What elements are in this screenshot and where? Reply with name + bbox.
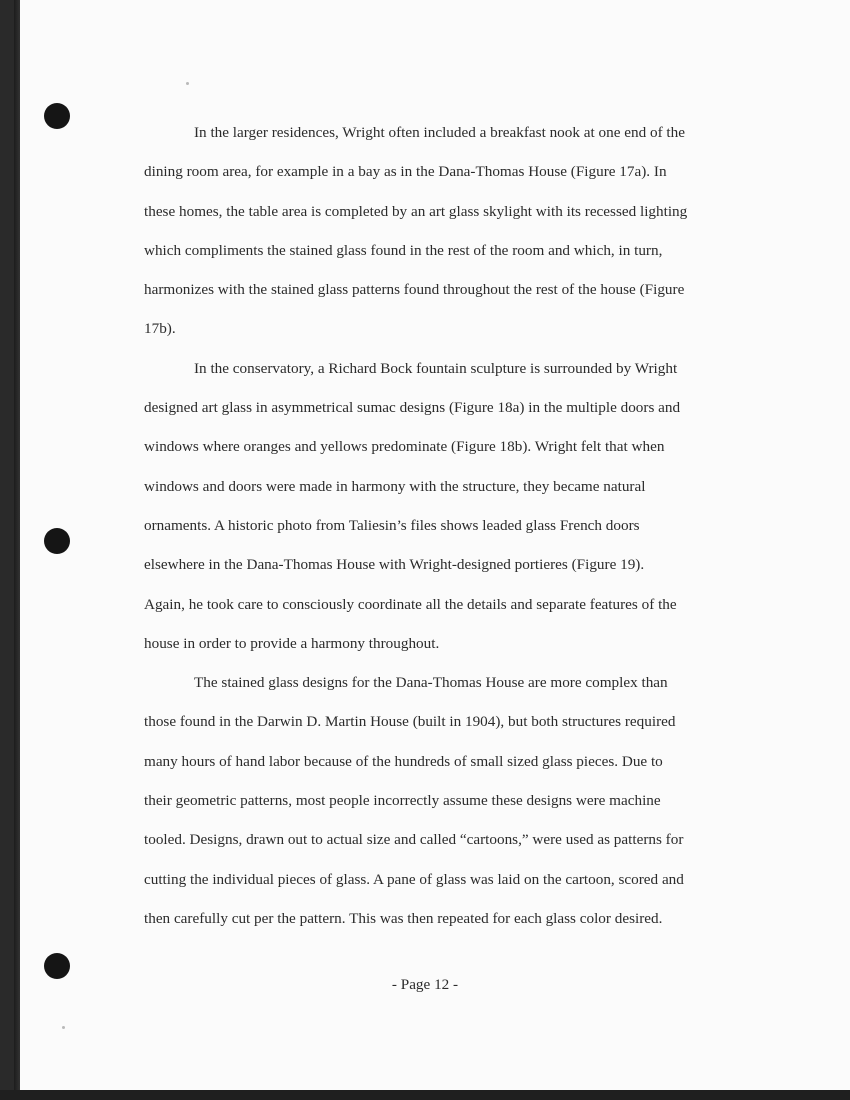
- paragraph-conservatory: [144, 349, 744, 663]
- text-line: those found in the Darwin D. Martin House (built in 1904), but both structures required: [144, 713, 676, 731]
- paragraph-breakfast-nook: [144, 113, 744, 349]
- text-line: Again, he took care to consciously coordinate all the details and separate features of the: [144, 595, 677, 613]
- text-line: tooled. Designs, drawn out to actual size and called “cartoons,” were used as patterns for: [144, 831, 684, 849]
- page-number: - Page 12 -: [391, 976, 459, 993]
- text-line: The stained glass designs for the Dana-Thomas House are more complex than: [194, 674, 668, 692]
- text-line: ornaments. A historic photo from Taliesin’s files shows leaded glass French doors: [144, 516, 640, 534]
- text-line: dining room area, for example in a bay as in the Dana-Thomas House (Figure 17a). In: [144, 163, 667, 181]
- text-line: harmonizes with the stained glass patterns found throughout the rest of the house (Figure: [144, 281, 685, 299]
- scan-speck: [62, 1026, 65, 1029]
- text-line: house in order to provide a harmony throughout.: [144, 634, 440, 652]
- punch-hole-top: [44, 103, 70, 129]
- text-line: many hours of hand labor because of the hundreds of small sized glass pieces. Due to: [144, 752, 663, 770]
- punch-hole-middle: [44, 528, 70, 554]
- text-line: then carefully cut per the pattern. This was then repeated for each glass color desired.: [144, 909, 663, 927]
- text-line: windows where oranges and yellows predominate (Figure 18b). Wright felt that when: [144, 438, 665, 456]
- text-line: which compliments the stained glass found in the rest of the room and which, in turn,: [144, 241, 663, 259]
- body-text: [144, 113, 744, 938]
- scan-speck: [186, 82, 189, 85]
- text-line: In the conservatory, a Richard Bock fountain sculpture is surrounded by Wright: [194, 359, 678, 377]
- text-line: elsewhere in the Dana-Thomas House with Wright-designed portieres (Figure 19).: [144, 556, 645, 574]
- text-line: In the larger residences, Wright often included a breakfast nook at one end of the: [194, 124, 685, 141]
- text-line: these homes, the table area is completed by an art glass skylight with its recessed lighting: [144, 202, 688, 220]
- text-line: cutting the individual pieces of glass. A pane of glass was laid on the cartoon, scored and: [144, 870, 684, 888]
- text-line: windows and doors were made in harmony with the structure, they became natural: [144, 477, 646, 495]
- text-line: 17b).: [144, 320, 176, 338]
- paragraph-stained-glass: [144, 663, 744, 938]
- text-line: designed art glass in asymmetrical sumac designs (Figure 18a) in the multiple doors and: [144, 399, 681, 417]
- scan-bottom-edge: [0, 1090, 850, 1100]
- text-line: their geometric patterns, most people incorrectly assume these designs were machine: [144, 792, 661, 810]
